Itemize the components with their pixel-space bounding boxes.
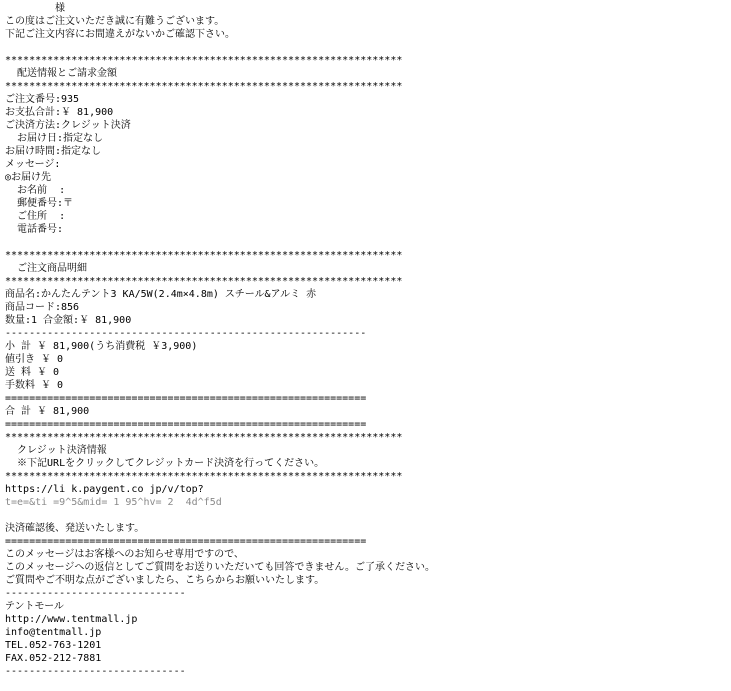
postal-code: 郵便番号:〒 xyxy=(5,198,74,209)
equals-divider: ============================================================ xyxy=(5,419,367,430)
salutation: 様 xyxy=(5,3,65,14)
shop-fax: FAX.052-212-7881 xyxy=(5,653,102,664)
payment-link-url[interactable]: https://li k.paygent.co jp/v/top? xyxy=(5,484,204,495)
destination-heading: ◎お届け先 xyxy=(5,172,52,183)
equals-divider: ============================================================ xyxy=(5,536,367,547)
confirm-text: 下記ご注文内容にお間違えがないかご確認下さい。 xyxy=(5,29,235,40)
credit-instruction: ※下記URLをクリックしてクレジットカード決済を行ってください。 xyxy=(5,458,325,469)
star-divider: ****************************************************************** xyxy=(5,81,403,92)
equals-divider: ============================================================ xyxy=(5,393,367,404)
address: ご住所 : xyxy=(5,211,66,222)
thanks-text: この度はご注文いただき誠に有難うございます。 xyxy=(5,16,225,27)
star-divider: ****************************************************************** xyxy=(5,250,403,261)
shipping-heading: 配送情報とご請求金額 xyxy=(5,68,118,79)
message-field: メッセージ: xyxy=(5,159,61,170)
order-confirmation-email xyxy=(5,2,727,678)
shipping-fee: 送 料 ￥ 0 xyxy=(5,367,60,378)
shop-tel: TEL.052-763-1201 xyxy=(5,640,102,651)
spacer xyxy=(5,509,727,522)
after-payment-note: 決済確認後、発送いたします。 xyxy=(5,523,145,534)
subtotal: 小 計 ￥ 81,900(うち消費税 ￥3,900) xyxy=(5,341,198,352)
spacer xyxy=(5,236,727,249)
star-divider: ****************************************************************** xyxy=(5,432,403,443)
payment-link-url-params[interactable]: t=e=&ti =9^5&mid= 1 95^hv= 2 4d^f5d xyxy=(5,497,222,508)
shop-email[interactable]: info@tentmall.jp xyxy=(5,627,102,638)
order-number: ご注文番号:935 xyxy=(5,94,80,105)
product-name: 商品名:かんたんテント3 KA/5W(2.4m×4.8m) スチール&アルミ 赤 xyxy=(5,289,317,300)
items-heading: ご注文商品明細 xyxy=(5,263,88,274)
notice-line-1: このメッセージはお客様へのお知らせ専用ですので、 xyxy=(5,549,244,560)
star-divider: ****************************************************************** xyxy=(5,55,403,66)
quantity-amount: 数量:1 合金額:￥ 81,900 xyxy=(5,315,132,326)
phone-number: 電話番号: xyxy=(5,224,64,235)
dash-divider: ------------------------------------------------------------ xyxy=(5,328,367,339)
notice-line-3: ご質問やご不明な点がございましたら、こちらからお願いいたします。 xyxy=(5,575,325,586)
delivery-time: お届け時間:指定なし xyxy=(5,146,102,157)
shop-name: テントモール xyxy=(5,601,64,612)
payment-total: お支払合計:￥ 81,900 xyxy=(5,107,114,118)
star-divider: ****************************************************************** xyxy=(5,471,403,482)
product-code: 商品コード:856 xyxy=(5,302,80,313)
credit-heading: クレジット決済情報 xyxy=(5,445,107,456)
grand-total: 合 計 ￥ 81,900 xyxy=(5,406,90,417)
notice-line-2: このメッセージへの返信としてご質問をお送りいただいても回答できません。ご了承ください。 xyxy=(5,562,435,573)
short-dash-divider: ------------------------------ xyxy=(5,588,186,599)
discount: 値引き ￥ 0 xyxy=(5,354,64,365)
star-divider: ****************************************************************** xyxy=(5,276,403,287)
short-dash-divider: ------------------------------ xyxy=(5,666,186,677)
recipient-name: お名前 : xyxy=(5,185,66,196)
handling-fee: 手数料 ￥ 0 xyxy=(5,380,64,391)
delivery-date: お届け日:指定なし xyxy=(5,133,104,144)
spacer xyxy=(5,41,727,54)
shop-url[interactable]: http://www.tentmall.jp xyxy=(5,614,138,625)
payment-method: ご決済方法:クレジット決済 xyxy=(5,120,131,131)
